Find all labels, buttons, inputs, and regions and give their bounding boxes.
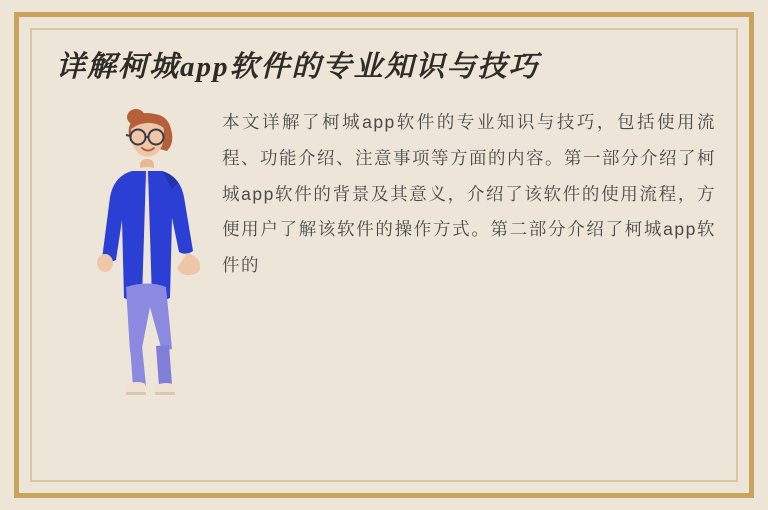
standing-person-illustration <box>74 101 214 411</box>
text-fade-overlay <box>212 389 716 435</box>
document-content <box>30 28 738 482</box>
page-title: 详解柯城app软件的专业知识与技巧 <box>56 51 540 83</box>
article-paragraph: 本文详解了柯城app软件的专业知识与技巧，包括使用流程、功能介绍、注意事项等方面的内容。第一部分介绍了柯城app软件的背景及其意义，介绍了该软件的使用流程，方便用户了解该软件的操作方式。第二部分介绍了柯城app软件的 <box>222 111 716 276</box>
body-area <box>52 99 716 429</box>
